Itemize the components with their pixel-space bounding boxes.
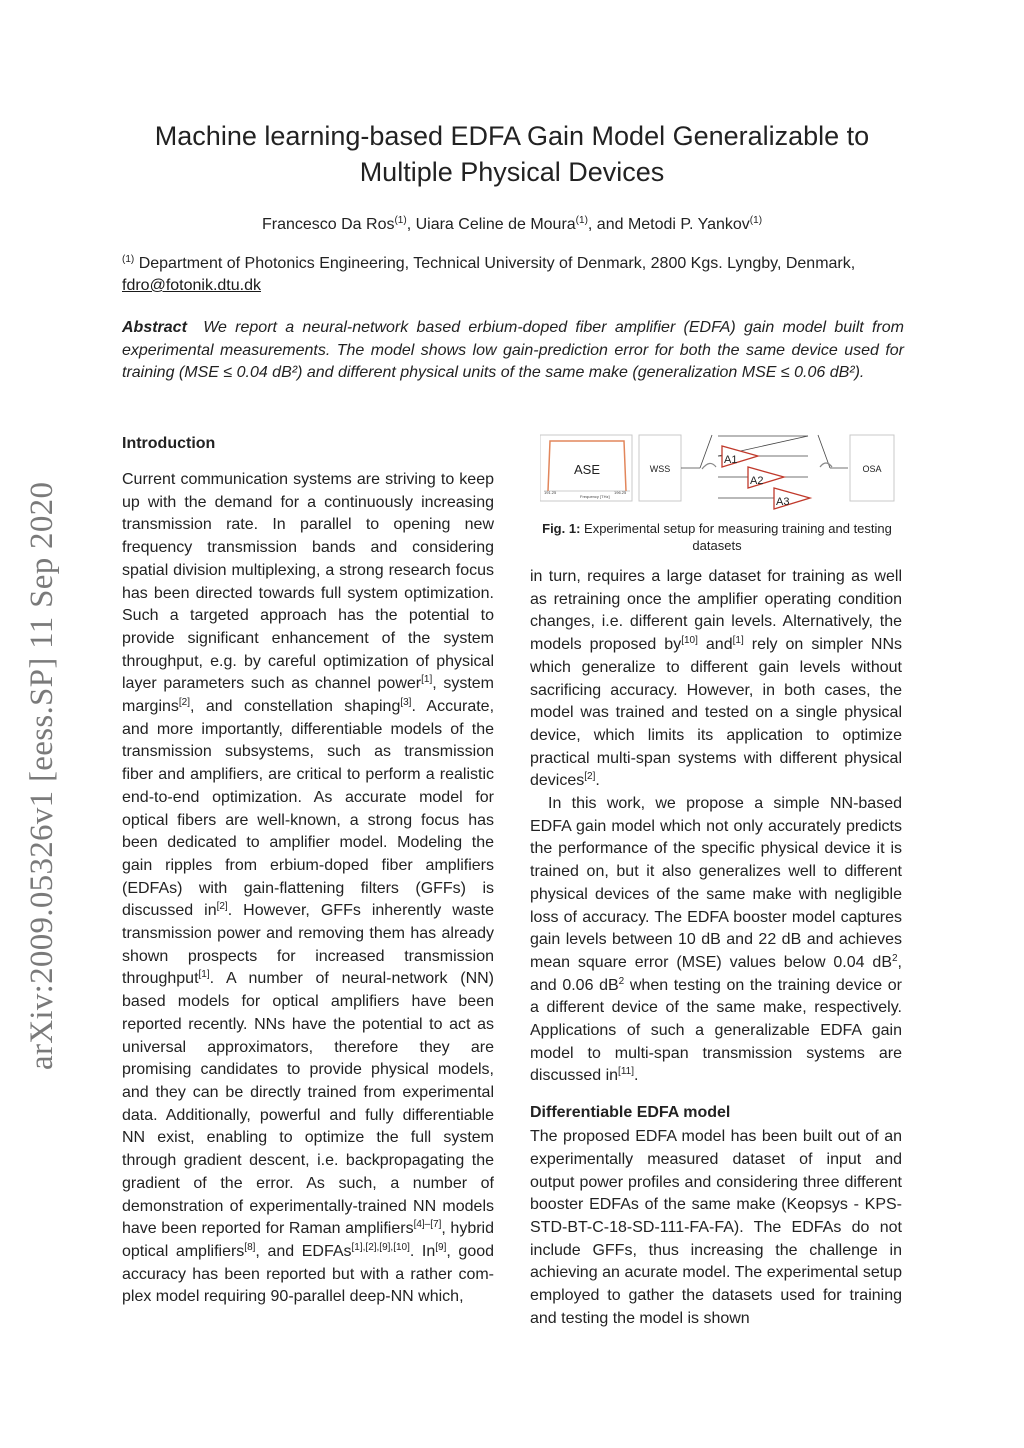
- introduction-heading: Introduction: [122, 435, 216, 452]
- amplifier-a3: [774, 488, 810, 509]
- right-paragraph-1: in turn, requires a large dataset for training as well as retraining once the amplifier operating condition changes, i.e. different gain levels. Alternatively, the models proposed by[10] and[1] rely on simpler NNs which generalize to different gain levels without sacrificing accuracy. However, in both cases, the model was trained and tested on a single physical device, which limits its application to optimize practical multi-span systems with different physical devices[2].: [530, 568, 903, 790]
- arxiv-stamp: arXiv:2009.05326v1 [eess.SP] 11 Sep 2020: [24, 481, 60, 1070]
- ase-spectrum-plot: [540, 435, 632, 501]
- author-1: Francesco Da Ros: [261, 216, 395, 233]
- abstract-label: Abstract: [122, 319, 187, 336]
- freq-axis-label: Frequency [THz]: [580, 494, 610, 499]
- amplifier-a1-label: A1: [724, 454, 738, 466]
- osa-block: [850, 435, 894, 501]
- right-column: [530, 566, 902, 1331]
- fiber-switch-lines: [681, 435, 848, 498]
- right-paragraph-3: The proposed EDFA model has been built out of an experimentally measured dataset of input and output power profiles and considering three different booster EDFAs of the same make (Keopsys - KPS-STD-BT-C-18-SD-111-FA-FA). The EDFAs do not include GFFs, thus increasing the challenge in achieving an acurate model. The experimental setup employed to gather the datasets used for training and testing the model is shown: [530, 1128, 902, 1327]
- amplifier-a3-label: A3: [776, 496, 790, 508]
- amplifier-a2-label: A2: [750, 475, 764, 487]
- paper-title: Machine learning-based EDFA Gain Model Generalizable to Multiple Physical Devices: [154, 121, 870, 187]
- ase-label: ASE: [573, 462, 601, 477]
- caption-label: Fig. 1:: [542, 521, 581, 536]
- abstract: [122, 317, 904, 385]
- left-column: [122, 433, 494, 1309]
- author-3: Metodi P. Yankov: [627, 216, 750, 233]
- edfa-model-heading: Differentiable EDFA model: [530, 1104, 731, 1122]
- wss-label: WSS: [649, 464, 671, 474]
- osa-label: OSA: [862, 464, 882, 474]
- freq-start-label: 191.25: [544, 490, 557, 495]
- wss-block: [639, 435, 681, 501]
- author-2: Uiara Celine de Moura: [415, 216, 576, 233]
- amplifier-a2: [748, 467, 784, 488]
- caption-text: Experimental setup for measuring training and testing datasets: [584, 521, 892, 553]
- freq-end-label: 196.25: [614, 490, 627, 495]
- affiliation-text: Department of Photonics Engineering, Technical University of Denmark, 2800 Kgs. Lyngby, Denmark,: [138, 255, 856, 272]
- intro-paragraph: Current communication systems are striving to keep up with the demand for a continuously increasing transmission rate. In parallel to opening new frequency transmission bands and considering spatial division multiplexing, a strong research focus has been directed towards full system optimization. Such a targeted approach has the potential to provide significant enhancement of the system throughput, e.g. by careful optimization of physical layer parameters such as channel power[1], system margins[2], and constellation shaping[3]. Accurate, and more importantly, differentiable models of the transmission subsystems, such as transmission fiber and amplifiers, are critical to perform a realistic end-to-end optimization. As accurate model for optical fibers are well-known, a strong focus has been dedicated to amplifier model. Modeling the gain ripples from erbium-doped fiber amplifiers (EDFAs) with gain-flattening filters (GFFs) is discussed in[2]. However, GFFs inherently waste transmission power and removing them has already shown prospects for increased transmission throughput[1]. A number of neural-network (NN) based models for optical amplifiers have been reported recently. NNs have the potential to act as universal approximators, therefore they are promising candidates to provide physical models, and they can be directly trained from experimental data. Additionally, powerful and fully differentiable NN exist, enabling to optimize the full system through gradient descent, i.e. backpropagating the gradient of the error. As such, a number of demonstration of experimentally-trained NN models have been reported for Raman amplifiers[4]–[7], hybrid optical amplifiers[8], and EDFAs[1],[2],[9],[10]. In[9], good accuracy has been reported but with a rather complex model requiring 90-parallel deep-NN which,: [122, 471, 495, 1306]
- abstract-text: We report a neural-network based erbium-doped fiber amplifier (EDFA) gain model built from experimental measurements. The model shows low gain-prediction error for both the same device used for training (MSE ≤ 0.04 dB²) and different physical units of the same make (generalization MSE ≤ 0.06 dB²).: [122, 319, 904, 382]
- figure-caption: [530, 520, 904, 554]
- right-paragraph-2: In this work, we propose a simple NN-based EDFA gain model which not only accurately predicts the performance of the specific physical device it is trained on, but it also generalizes well to different physical devices of the same make with negligible loss of accuracy. The EDFA booster model captures gain levels between 10 dB and 22 dB and achieves mean square error (MSE) values below 0.04 $dB^2$, and 0.06 $dB^2$ when testing on the training device or a different device of the same make, respectively. Applications of such a generalizable EDFA gain model to multi-span transmission systems are discussed in[11].: [530, 795, 903, 1085]
- affiliation: $^{(1)}$ Department of Photonics Engineering, Technical University of Denmark, 2800 Kgs. Lyngby, Denmark, fdro@fotonik.dtu.dk: [122, 254, 856, 294]
- amplifier-a1: [722, 446, 758, 467]
- setup-figure: [540, 431, 910, 511]
- author-list: Francesco Da Ros$^{(1)}$, Uiara Celine de Moura$^{(1)}$, and Metodi P. Yankov$^{(1)}$: [261, 215, 763, 233]
- email-link[interactable]: fdro@fotonik.dtu.dk: [122, 277, 261, 294]
